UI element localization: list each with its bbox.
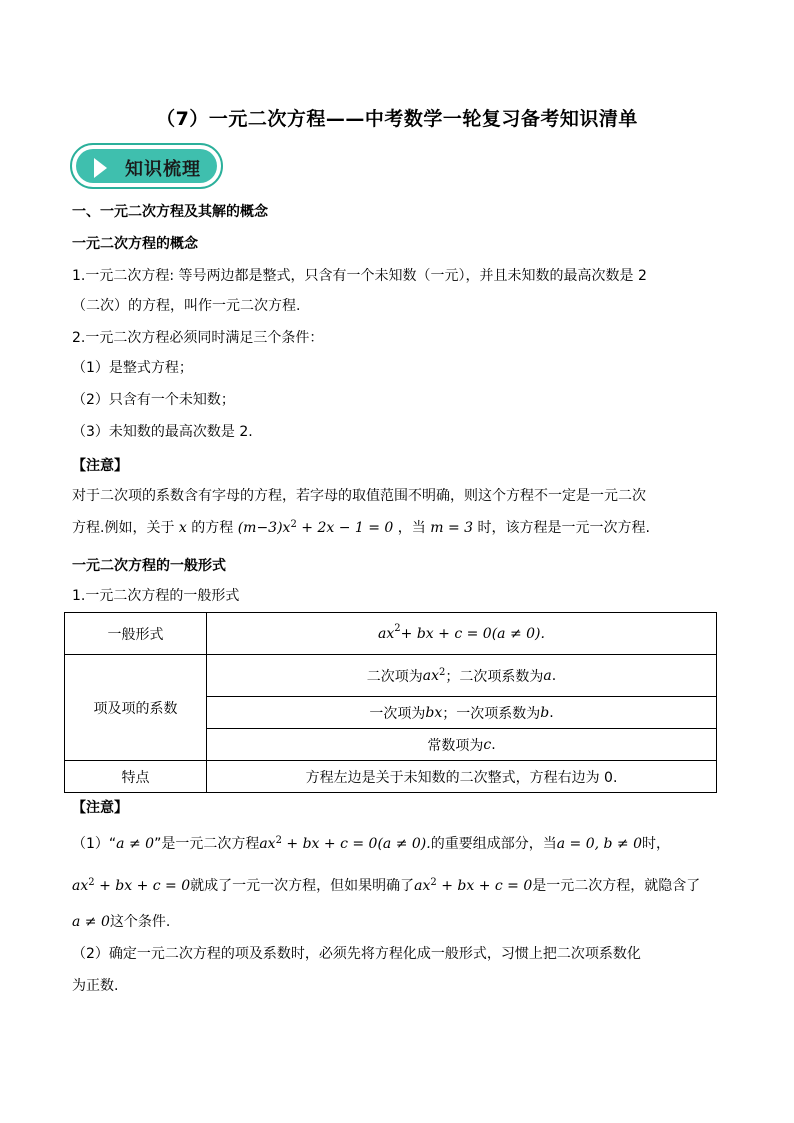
- equation-part: + bx + c = 0: [436, 878, 533, 894]
- note-label: 【注意】: [72, 800, 128, 816]
- condition-item: （1）是整式方程；: [72, 360, 193, 376]
- math-term: c: [483, 736, 492, 753]
- table-cell-label: 一般形式: [107, 626, 164, 643]
- text-run: 时，: [642, 836, 671, 852]
- math-variable: b: [540, 704, 550, 721]
- equation-part: ax: [422, 667, 440, 684]
- equation-part: + bx + c = 0(a ≠ 0).: [281, 836, 431, 852]
- subsection-heading: 一元二次方程的一般形式: [72, 558, 226, 574]
- math-condition: a = 0, b ≠ 0: [556, 836, 643, 852]
- banner-fill: [76, 149, 217, 183]
- note-line: （2）确定一元二次方程的项及系数时，必须先将方程化成一般形式，习惯上把二次项系数化: [72, 946, 641, 962]
- text-run: .: [551, 667, 557, 684]
- equation-part: ax: [414, 878, 431, 894]
- text-run: .: [549, 704, 554, 721]
- equation-part: ax: [378, 625, 395, 642]
- note-line: 为正数.: [72, 978, 119, 994]
- page-title: （7）一元二次方程——中考数学一轮复习备考知识清单: [156, 108, 638, 130]
- math-variable: a: [543, 667, 552, 684]
- table-cell-label: 特点: [121, 769, 150, 786]
- math-condition: a ≠ 0: [72, 914, 110, 930]
- text-run: （1）“: [72, 836, 117, 852]
- condition-item: （2）只含有一个未知数；: [72, 392, 235, 408]
- math-variable: x: [178, 520, 187, 536]
- math-equation: [238, 520, 394, 536]
- text-run: 的重要组成部分，当: [430, 836, 557, 852]
- table-cell-value: [207, 655, 716, 696]
- text-run: .: [491, 736, 496, 753]
- equation-part: + bx + c = 0(a ≠ 0).: [400, 625, 545, 642]
- superscript: 2: [275, 835, 282, 846]
- play-arrow-icon: [94, 158, 107, 178]
- text-run: ；一次项系数为: [442, 705, 541, 722]
- section-banner: [70, 143, 223, 189]
- table-cell-value: [207, 729, 716, 760]
- note-label: 【注意】: [72, 458, 128, 474]
- equation-part: ax: [72, 878, 89, 894]
- table-caption: 1.一元二次方程的一般形式: [72, 588, 240, 604]
- paragraph-line: 1.一元二次方程: 等号两边都是整式，只含有一个未知数（一元），并且未知数的最高次数是 2: [72, 268, 647, 284]
- text-run: 的方程: [191, 520, 234, 536]
- math-term: [423, 668, 446, 684]
- paragraph-line: （二次）的方程，叫作一元二次方程.: [72, 298, 301, 314]
- equation-part: + 2x − 1 = 0: [296, 520, 394, 536]
- math-equation: [414, 878, 532, 894]
- text-run: 是一元二次方程，就隐含了: [532, 878, 701, 894]
- note-line: [72, 834, 670, 856]
- math-equation: [72, 878, 190, 894]
- table-cell-value: 方程左边是关于未知数的二次整式，方程右边为 0.: [305, 769, 618, 786]
- superscript: 2: [430, 877, 437, 888]
- condition-item: （3）未知数的最高次数是 2.: [72, 424, 253, 440]
- text-run: 时，该方程是一元一次方程.: [477, 520, 650, 536]
- table-cell-value: [207, 697, 716, 728]
- text-run: ；二次项系数为: [445, 668, 544, 685]
- superscript: 2: [88, 877, 95, 888]
- superscript: 2: [290, 519, 297, 530]
- table-cell-label: 项及项的系数: [93, 700, 178, 717]
- math-equation: [259, 836, 430, 852]
- equation-part: (m−3)x: [237, 520, 291, 536]
- note-line: [72, 876, 700, 898]
- text-run: 常数项为: [427, 737, 484, 754]
- equation-part: ax: [259, 836, 276, 852]
- subsection-heading: 一元二次方程的概念: [72, 236, 198, 252]
- note-line: [72, 912, 170, 932]
- note-line: 对于二次项的系数含有字母的方程，若字母的取值范围不明确，则这个方程不一定是一元二次: [72, 488, 646, 504]
- text-run: 一次项为: [369, 705, 426, 722]
- section-heading: 一、一元二次方程及其解的概念: [72, 204, 268, 220]
- text-run: ”是一元二次方程: [154, 836, 260, 852]
- superscript: 2: [439, 666, 446, 678]
- text-run: 就成了一元一次方程，但如果明确了: [190, 878, 415, 894]
- paragraph-line: 2.一元二次方程必须同时满足三个条件：: [72, 330, 324, 346]
- text-run: 二次项为: [366, 668, 423, 685]
- note-line: [72, 518, 650, 540]
- math-condition: m = 3: [430, 520, 474, 536]
- general-form-table: [64, 612, 717, 793]
- equation-part: + bx + c = 0: [94, 878, 191, 894]
- math-condition: a ≠ 0: [116, 836, 155, 852]
- math-term: bx: [425, 704, 443, 721]
- text-run: ，当: [397, 520, 426, 536]
- banner-label: 知识梳理: [125, 159, 201, 180]
- text-run: 这个条件.: [109, 914, 171, 930]
- text-run: 方程.例如，关于: [72, 520, 175, 536]
- table-cell-value: [207, 613, 716, 654]
- superscript: 2: [394, 623, 401, 634]
